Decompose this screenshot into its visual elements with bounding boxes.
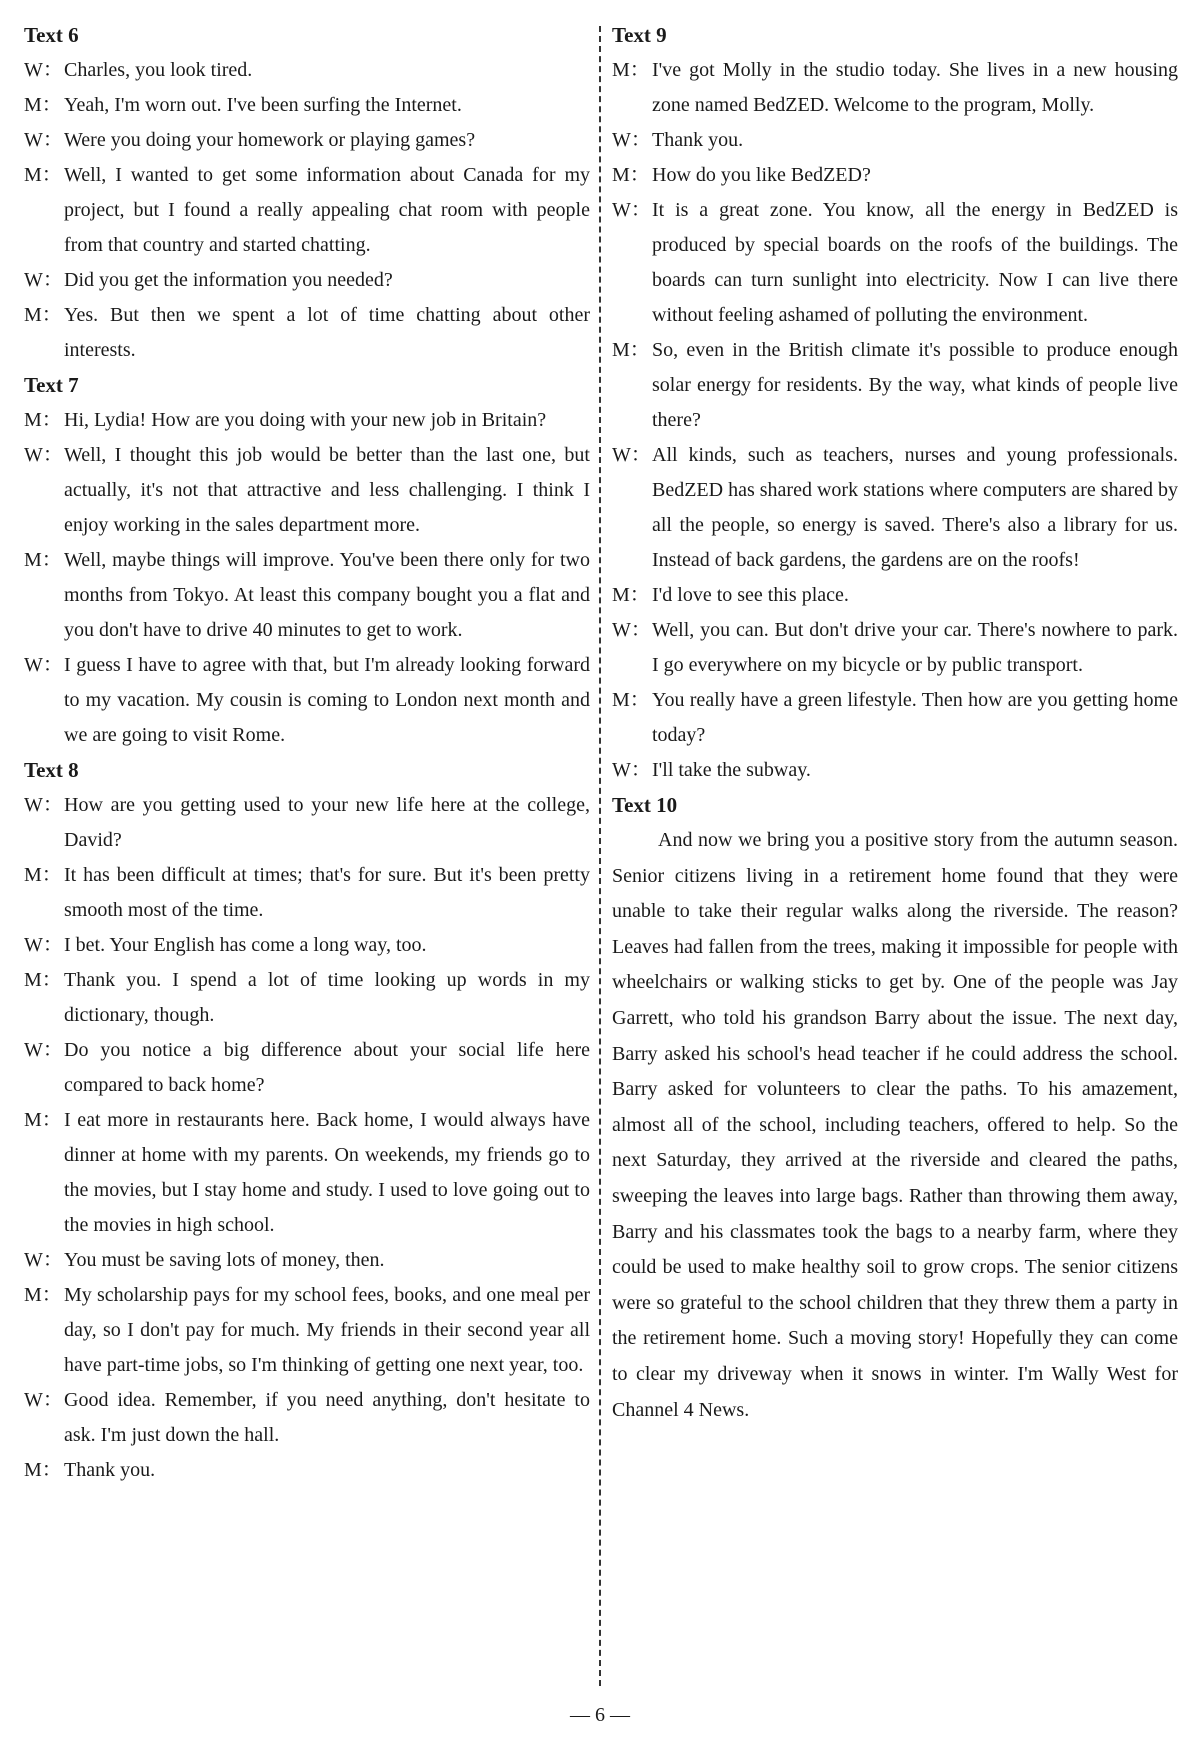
speaker-label: M： xyxy=(24,1109,62,1131)
dialogue-line xyxy=(24,1033,590,1103)
dialogue-line xyxy=(24,53,590,88)
utterance-text: Were you doing your homework or playing games? xyxy=(64,129,476,151)
utterance-text: I'll take the subway. xyxy=(652,759,811,781)
dialogue-section xyxy=(24,18,590,368)
dialogue-line xyxy=(24,158,590,263)
speaker-label: W： xyxy=(24,654,63,676)
speaker-label: M： xyxy=(612,339,650,361)
utterance-text: I'd love to see this place. xyxy=(652,584,849,606)
dialogue-line xyxy=(24,858,590,928)
speaker-label: W： xyxy=(612,619,651,641)
utterance-text: Thank you. I spend a lot of time looking up words in my dictionary, though. xyxy=(64,969,590,1026)
text-title: Text 7 xyxy=(24,373,79,397)
dialogue-line xyxy=(612,193,1178,333)
utterance-text: So, even in the British climate it's possible to produce enough solar energy for residents. By the way, what kinds of people live there? xyxy=(652,339,1178,431)
page-number: — 6 — xyxy=(570,1704,630,1726)
speaker-label: M： xyxy=(24,969,62,991)
dialogue-line xyxy=(612,683,1178,753)
speaker-label: W： xyxy=(24,444,63,466)
utterance-text: Good idea. Remember, if you need anything, don't hesitate to ask. I'm just down the hall. xyxy=(64,1389,590,1446)
utterance-text: I bet. Your English has come a long way, too. xyxy=(64,934,427,956)
dialogue-line xyxy=(612,53,1178,123)
speaker-label: M： xyxy=(612,164,650,186)
utterance-text: Well, I thought this job would be better than the last one, but actually, it's not that attractive and less challenging. I think I enjoy working in the sales department more. xyxy=(64,444,590,536)
dialogue-line xyxy=(612,753,1178,788)
utterance-text: My scholarship pays for my school fees, books, and one meal per day, so I don't pay for much. My friends in their second year all have part-time jobs, so I'm thinking of getting one next year, too. xyxy=(64,1284,590,1376)
speaker-label: W： xyxy=(24,129,63,151)
dialogue-line xyxy=(24,1243,590,1278)
dialogue-line xyxy=(24,788,590,858)
speaker-label: M： xyxy=(24,1284,62,1306)
dialogue-line xyxy=(612,613,1178,683)
dialogue-line xyxy=(24,123,590,158)
dialogue-line xyxy=(612,438,1178,578)
dialogue-line xyxy=(612,578,1178,613)
utterance-text: Yeah, I'm worn out. I've been surfing the Internet. xyxy=(64,94,462,116)
dialogue-section xyxy=(612,18,1178,788)
dialogue-line xyxy=(24,88,590,123)
dialogue-line xyxy=(24,1383,590,1453)
speaker-label: M： xyxy=(24,409,62,431)
text-title: Text 6 xyxy=(24,23,79,47)
speaker-label: M： xyxy=(24,1459,62,1481)
utterance-text: How are you getting used to your new life here at the college, David? xyxy=(64,794,590,851)
utterance-text: I guess I have to agree with that, but I'm already looking forward to my vacation. My cousin is coming to London next month and we are going to visit Rome. xyxy=(64,654,590,746)
speaker-label: W： xyxy=(24,59,63,81)
utterance-text: You really have a green lifestyle. Then how are you getting home today? xyxy=(652,689,1178,746)
utterance-text: Well, I wanted to get some information about Canada for my project, but I found a really appealing chat room with people from that country and started chatting. xyxy=(64,164,590,256)
speaker-label: W： xyxy=(612,199,651,221)
right-dialog-sections xyxy=(612,18,1178,788)
utterance-text: It has been difficult at times; that's for sure. But it's been pretty smooth most of the time. xyxy=(64,864,590,921)
dialogue-line xyxy=(24,543,590,648)
dialogue-line xyxy=(612,333,1178,438)
dialogue-line xyxy=(24,1103,590,1243)
text-title: Text 8 xyxy=(24,758,79,782)
speaker-label: W： xyxy=(612,759,651,781)
utterance-text: Well, you can. But don't drive your car. There's nowhere to park. I go everywhere on my bicycle or by public transport. xyxy=(652,619,1178,676)
utterance-text: Did you get the information you needed? xyxy=(64,269,393,291)
speaker-label: M： xyxy=(24,864,62,886)
dialogue-line xyxy=(612,123,1178,158)
utterance-text: How do you like BedZED? xyxy=(652,164,871,186)
dialogue-line xyxy=(612,158,1178,193)
text-title: Text 9 xyxy=(612,23,667,47)
speaker-label: M： xyxy=(612,584,650,606)
speaker-label: M： xyxy=(24,94,62,116)
utterance-text: I've got Molly in the studio today. She lives in a new housing zone named BedZED. Welcome to the program, Molly. xyxy=(652,59,1178,116)
dialogue-section xyxy=(24,368,590,753)
utterance-text: Charles, you look tired. xyxy=(64,59,253,81)
utterance-text: It is a great zone. You know, all the energy in BedZED is produced by special boards on the roofs of the buildings. The boards can turn sunlight into electricity. Now I can live there without feeling ashamed of polluting the environment. xyxy=(652,199,1178,326)
speaker-label: W： xyxy=(612,444,651,466)
right-column xyxy=(612,18,1178,1428)
text-10-section xyxy=(612,788,1178,1428)
speaker-label: W： xyxy=(24,1389,63,1411)
left-column xyxy=(24,18,590,1488)
dialogue-line xyxy=(24,648,590,753)
dialogue-line xyxy=(24,963,590,1033)
dialogue-line xyxy=(24,928,590,963)
dialogue-line xyxy=(24,263,590,298)
speaker-label: M： xyxy=(612,59,650,81)
speaker-label: M： xyxy=(612,689,650,711)
speaker-label: M： xyxy=(24,164,62,186)
speaker-label: W： xyxy=(24,934,63,956)
dialogue-line xyxy=(24,438,590,543)
dialogue-line xyxy=(24,1453,590,1488)
column-divider xyxy=(599,26,601,1686)
speaker-label: W： xyxy=(24,794,63,816)
dialogue-section xyxy=(24,753,590,1488)
utterance-text: Thank you. xyxy=(652,129,744,151)
utterance-text: Well, maybe things will improve. You've been there only for two months from Tokyo. At least this company bought you a flat and you don't have to drive 40 minutes to get to work. xyxy=(64,549,590,641)
narrative-paragraph: And now we bring you a positive story from the autumn season. Senior citizens living in a retirement home found that they were unable to take their regular walks along the riverside. The reason? Leaves had fallen from the trees, making it impossible for people with wheelchairs or walking sticks to get by. One of the people was Jay Garrett, who told his grandson Barry about the issue. The next day, Barry asked his school's head teacher if he could address the school. Barry asked for volunteers to clear the paths. To his amazement, almost all of the school, including teachers, offered to help. So the next Saturday, they arrived at the riverside and cleared the paths, sweeping the leaves into large bags. Rather than throwing them away, Barry and his classmates took the bags to a nearby farm, where they could be used to make healthy soil to grow crops. The senior citizens were so grateful to the school children that they threw them a party in the retirement home. Such a moving story! Hopefully they can come to clear my driveway when it snows in winter. I'm Wally West for Channel 4 News. xyxy=(612,829,1178,1421)
utterance-text: All kinds, such as teachers, nurses and young professionals. BedZED has shared work stations where computers are shared by all the people, so energy is saved. There's also a library for us. Instead of back gardens, the gardens are on the roofs! xyxy=(652,444,1178,571)
utterance-text: Do you notice a big difference about your social life here compared to back home? xyxy=(64,1039,590,1096)
utterance-text: Hi, Lydia! How are you doing with your new job in Britain? xyxy=(64,409,547,431)
utterance-text: You must be saving lots of money, then. xyxy=(64,1249,385,1271)
speaker-label: W： xyxy=(24,1039,63,1061)
speaker-label: W： xyxy=(24,269,63,291)
utterance-text: Thank you. xyxy=(64,1459,156,1481)
speaker-label: W： xyxy=(612,129,651,151)
dialogue-line xyxy=(24,403,590,438)
speaker-label: M： xyxy=(24,304,62,326)
speaker-label: W： xyxy=(24,1249,63,1271)
text-title: Text 10 xyxy=(612,793,678,817)
speaker-label: M： xyxy=(24,549,62,571)
dialogue-line xyxy=(24,1278,590,1383)
utterance-text: I eat more in restaurants here. Back home, I would always have dinner at home with my parents. On weekends, my friends go to the movies, but I stay home and study. I used to love going out to the movies in high school. xyxy=(64,1109,590,1236)
utterance-text: Yes. But then we spent a lot of time chatting about other interests. xyxy=(64,304,590,361)
dialogue-line xyxy=(24,298,590,368)
